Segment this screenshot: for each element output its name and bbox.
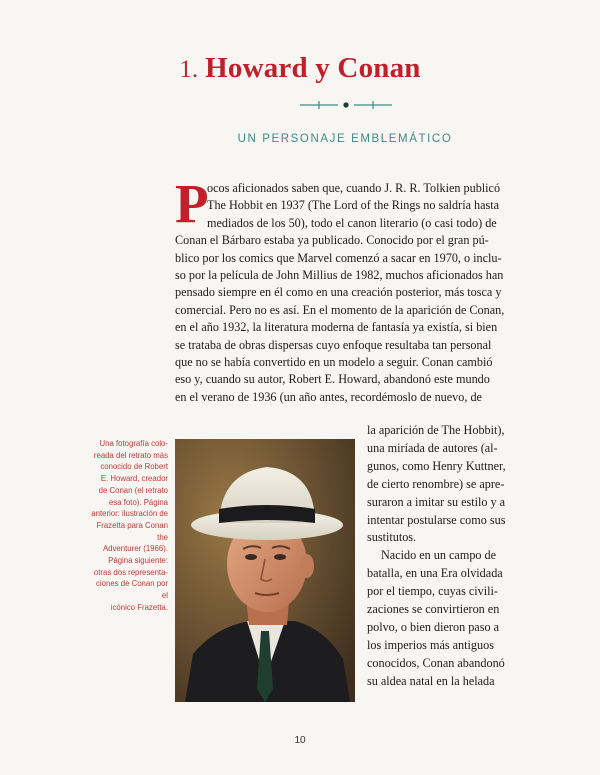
body-line: eso y, cuando su autor, Robert E. Howard, abandonó este mundo <box>175 372 490 387</box>
body-text <box>175 173 512 406</box>
page-number: 10 <box>294 735 306 746</box>
chapter-subtitle: UN PERSONAJE EMBLEMÁTICO <box>237 133 453 145</box>
wrap-line: batalla, en una Era olvidada <box>367 566 503 581</box>
caption-line: E. Howard, creador <box>100 474 168 484</box>
caption-line: reada del retrato más <box>93 450 168 460</box>
wrap-line: la aparición de The Hobbit), <box>367 423 505 437</box>
ornament-divider-icon <box>298 98 394 112</box>
body-line: The Hobbit en 1937 (The Lord of the Rings no saldría hasta <box>207 198 500 213</box>
portrait-illustration-icon <box>175 439 355 702</box>
wrap-line: zaciones se convirtieron en <box>367 602 500 617</box>
wrap-line: gunos, como Henry Kuttner, <box>367 458 506 473</box>
body-line: en el verano de 1936 (un año antes, recordémoslo de nuevo, de <box>175 389 482 404</box>
photo-caption <box>88 438 168 614</box>
caption-line: Adventurer (1966). <box>102 544 168 554</box>
body-line: so por la película de John Millius de 1982, muchos aficionados han <box>175 268 504 283</box>
wrap-line: sustitutos. <box>367 530 417 545</box>
caption-line: esa foto). Página <box>109 497 168 507</box>
body-line: en el año 1932, la literatura moderna de fantasía ya existía, si bien <box>175 320 498 335</box>
body-line: ocos aficionados saben que, cuando J. R. R. Tolkien publicó <box>207 181 501 195</box>
caption-line: conocido de Robert <box>100 462 168 472</box>
author-portrait <box>175 439 355 702</box>
chapter-number: 1. <box>179 56 199 83</box>
wrap-line: de cierto renombre) se apre- <box>367 476 505 491</box>
body-line: que no se había convertido en un modelo a seguir. Conan cambió <box>175 355 493 370</box>
wrap-line: polvo, o bien dieron paso a <box>367 619 500 634</box>
wrap-line: Nacido en un campo de <box>381 548 497 563</box>
wrap-line: por el tiempo, cuyas civili- <box>367 584 498 599</box>
wrap-line: intentar postularse como sus <box>367 512 506 527</box>
chapter-title <box>0 52 600 85</box>
wrap-line: su aldea natal en la helada <box>367 673 495 688</box>
body-line: Conan el Bárbaro estaba ya publicado. Conocido por el gran pú- <box>175 233 489 248</box>
chapter-name: Howard y Conan <box>205 52 421 84</box>
wrapped-text <box>367 422 512 691</box>
caption-line: ciones de Conan por el <box>96 579 168 601</box>
wrap-line: conocidos, Conan abandonó <box>367 655 505 670</box>
caption-line: anterior: ilustración de <box>91 509 168 519</box>
caption-line: de Conan (el retrato <box>98 485 168 495</box>
caption-line: otras dos representa- <box>93 567 168 577</box>
caption-line: Frazetta para Conan the <box>96 520 168 542</box>
body-line: se trataba de obras dispersas cuyo enfoque resultaba tan personal <box>175 337 492 352</box>
body-line: comercial. Pero no es así. En el momento de la aparición de Conan, <box>175 302 505 317</box>
body-line: blico por los comics que Marvel comenzó a sacar en 1970, o inclu- <box>175 250 502 265</box>
caption-line: icónico Frazetta. <box>110 602 168 612</box>
body-line: pensado siempre en él como en una creación posterior, más tosca y <box>175 285 502 300</box>
wrap-line: una miríada de autores (al- <box>367 440 498 455</box>
drop-cap: P <box>175 173 209 234</box>
wrap-line: suraron a imitar su estilo y a <box>367 494 506 509</box>
caption-line: Una fotografía colo- <box>99 439 168 448</box>
caption-line: Página siguiente: <box>108 556 168 566</box>
wrap-line: los imperios más antiguos <box>367 637 494 652</box>
body-line: mediados de los 50), todo el canon literario (o casi todo) de <box>207 215 497 230</box>
